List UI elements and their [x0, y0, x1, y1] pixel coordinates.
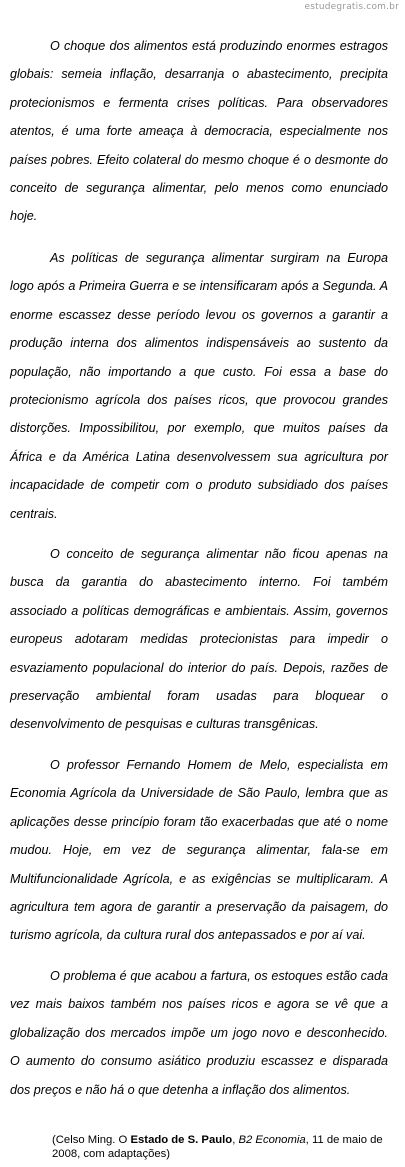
- citation-rest: , 11 de maio de 2008, com adaptações): [52, 1134, 383, 1160]
- source-citation: [52, 1133, 392, 1161]
- article-paragraph-2: As políticas de segurança alimentar surgiram na Europa logo após a Primeira Guerra e se intensificaram após a Segunda. A enorme escassez desse período levou os governos a garantir a produção interna dos alimentos indispensáveis ao sustento da população, não importando a que custo. Foi essa a base do protecionismo agrícola dos países ricos, que provocou grandes distorções. Impossibilitou, por exemplo, que muitos países da África e da América Latina desenvolvessem sua agricultura por incapacidade de competir com o produto subsidiado dos países centrais.: [10, 251, 388, 521]
- article-paragraph-4: O professor Fernando Homem de Melo, especialista em Economia Agrícola da Universidade de São Paulo, lembra que as aplicações desse princípio foram tão exacerbadas que até o nome mudou. Hoje, em vez de segurança alimentar, fala-se em Multifuncionalidade Agrícola, e as exigências se multiplicaram. A agricultura tem agora de garantir a preservação da paisagem, do turismo agrícola, da cultura rural dos antepassados e por aí vai.: [10, 758, 388, 943]
- article-paragraph-1: O choque dos alimentos está produzindo enormes estragos globais: semeia inflação, desarranja o abastecimento, precipita protecionismos e fermenta crises políticas. Para observadores atentos, é uma forte ameaça à democracia, especialmente nos países pobres. Efeito colateral do mesmo choque é o desmonte do conceito de segurança alimentar, pelo menos como enunciado hoje.: [10, 39, 388, 224]
- citation-newspaper: Estado de S. Paulo: [130, 1134, 233, 1146]
- citation-section: B2 Economia: [238, 1134, 306, 1146]
- article-paragraph-5: O problema é que acabou a fartura, os estoques estão cada vez mais baixos também nos países ricos e agora se vê que a globalização dos mercados impõe um jogo novo e desconhecido. O aumento do consumo asiático produziu escassez e disparada dos preços e não há o que detenha a inflação dos alimentos.: [10, 969, 388, 1097]
- site-watermark: estudegratis.com.br: [304, 2, 399, 12]
- citation-open: (Celso Ming. O: [52, 1134, 131, 1146]
- citation-sep: ,: [232, 1134, 239, 1146]
- article-paragraph-3: O conceito de segurança alimentar não ficou apenas na busca da garantia do abastecimento interno. Foi também associado a políticas demográficas e ambientais. Assim, governos europeus adotaram medidas protecionistas para impedir o esvaziamento populacional do interior do país. Depois, razões de preservação ambiental foram usadas para bloquear o desenvolvimento de pesquisas e culturas transgênicas.: [10, 547, 388, 732]
